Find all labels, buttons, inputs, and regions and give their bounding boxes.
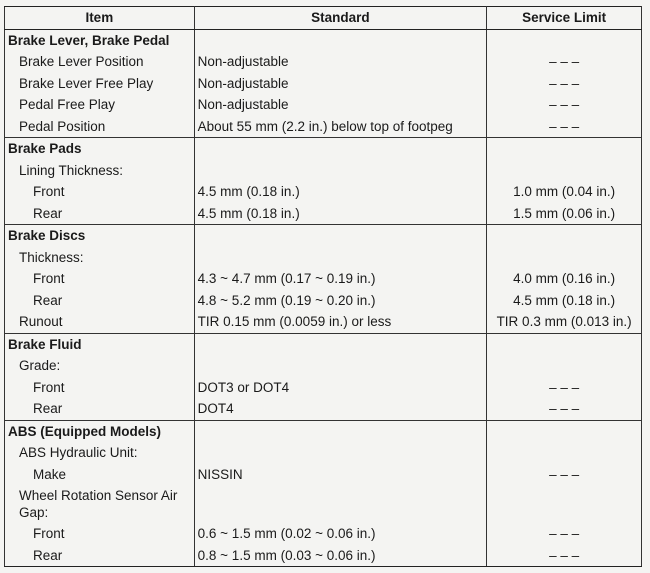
service-limit-cell: – – –: [487, 545, 642, 567]
table-row: [5, 377, 642, 399]
service-limit-cell: [487, 442, 642, 464]
section-heading: Brake Fluid: [5, 333, 195, 355]
service-limit-cell: [487, 333, 642, 355]
standard-cell: [194, 485, 487, 523]
service-limit-cell: – – –: [487, 94, 642, 116]
table-row: [5, 268, 642, 290]
item-cell: Front: [5, 181, 195, 203]
standard-cell: [194, 29, 487, 51]
column-header-item: Item: [5, 7, 195, 30]
table-row: [5, 116, 642, 138]
table-row: [5, 464, 642, 486]
standard-cell: Non-adjustable: [194, 73, 487, 95]
standard-cell: 4.3 ~ 4.7 mm (0.17 ~ 0.19 in.): [194, 268, 487, 290]
standard-cell: [194, 160, 487, 182]
item-cell: ABS Hydraulic Unit:: [5, 442, 195, 464]
item-cell: Pedal Free Play: [5, 94, 195, 116]
section-heading: ABS (Equipped Models): [5, 420, 195, 442]
service-limit-cell: 1.0 mm (0.04 in.): [487, 181, 642, 203]
standard-cell: NISSIN: [194, 464, 487, 486]
table-row: [5, 203, 642, 225]
standard-cell: TIR 0.15 mm (0.0059 in.) or less: [194, 311, 487, 333]
table-row: [5, 247, 642, 269]
service-limit-cell: [487, 225, 642, 247]
item-cell: Front: [5, 268, 195, 290]
service-limit-cell: 4.0 mm (0.16 in.): [487, 268, 642, 290]
item-cell: Pedal Position: [5, 116, 195, 138]
service-limit-cell: – – –: [487, 73, 642, 95]
standard-cell: [194, 355, 487, 377]
item-cell: Front: [5, 523, 195, 545]
table-row: [5, 94, 642, 116]
service-limit-cell: [487, 420, 642, 442]
table-row: [5, 355, 642, 377]
item-cell: Front: [5, 377, 195, 399]
standard-cell: [194, 138, 487, 160]
service-limit-cell: [487, 138, 642, 160]
column-header-service-limit: Service Limit: [487, 7, 642, 30]
item-cell: Make: [5, 464, 195, 486]
standard-cell: [194, 333, 487, 355]
standard-cell: [194, 247, 487, 269]
item-cell: Lining Thickness:: [5, 160, 195, 182]
standard-cell: 4.5 mm (0.18 in.): [194, 181, 487, 203]
table-row: [5, 51, 642, 73]
item-cell: Brake Lever Free Play: [5, 73, 195, 95]
service-limit-cell: [487, 355, 642, 377]
standard-cell: [194, 442, 487, 464]
standard-cell: 4.8 ~ 5.2 mm (0.19 ~ 0.20 in.): [194, 290, 487, 312]
section-heading: Brake Discs: [5, 225, 195, 247]
table-row: [5, 333, 642, 355]
service-limit-cell: [487, 485, 642, 523]
specifications-table: [4, 6, 642, 567]
table-row: [5, 523, 642, 545]
item-cell: Runout: [5, 311, 195, 333]
standard-cell: [194, 420, 487, 442]
standard-cell: DOT4: [194, 398, 487, 420]
table-row: [5, 225, 642, 247]
standard-cell: 4.5 mm (0.18 in.): [194, 203, 487, 225]
standard-cell: DOT3 or DOT4: [194, 377, 487, 399]
table-row: [5, 398, 642, 420]
service-limit-cell: – – –: [487, 116, 642, 138]
table-row: [5, 290, 642, 312]
table-row: [5, 138, 642, 160]
service-limit-cell: [487, 29, 642, 51]
column-header-standard: Standard: [194, 7, 487, 30]
service-limit-cell: [487, 160, 642, 182]
table-row: [5, 442, 642, 464]
table-row: [5, 160, 642, 182]
table-row: [5, 420, 642, 442]
service-limit-cell: – – –: [487, 523, 642, 545]
section-heading: Brake Lever, Brake Pedal: [5, 29, 195, 51]
service-limit-cell: – – –: [487, 464, 642, 486]
service-limit-cell: – – –: [487, 51, 642, 73]
standard-cell: 0.6 ~ 1.5 mm (0.02 ~ 0.06 in.): [194, 523, 487, 545]
table-row: [5, 181, 642, 203]
item-cell: Thickness:: [5, 247, 195, 269]
service-limit-cell: TIR 0.3 mm (0.013 in.): [487, 311, 642, 333]
standard-cell: Non-adjustable: [194, 94, 487, 116]
item-cell: Brake Lever Position: [5, 51, 195, 73]
service-limit-cell: [487, 247, 642, 269]
service-limit-cell: – – –: [487, 377, 642, 399]
service-limit-cell: 4.5 mm (0.18 in.): [487, 290, 642, 312]
table-row: [5, 311, 642, 333]
item-cell: Rear: [5, 398, 195, 420]
standard-cell: Non-adjustable: [194, 51, 487, 73]
table-row: [5, 29, 642, 51]
table-row: [5, 545, 642, 567]
item-cell: Rear: [5, 203, 195, 225]
standard-cell: [194, 225, 487, 247]
item-cell: Grade:: [5, 355, 195, 377]
table-row: [5, 73, 642, 95]
item-cell: Wheel Rotation Sensor Air Gap:: [5, 485, 195, 523]
section-heading: Brake Pads: [5, 138, 195, 160]
header-row: [5, 7, 642, 30]
item-cell: Rear: [5, 290, 195, 312]
table-row: [5, 485, 642, 523]
service-limit-cell: – – –: [487, 398, 642, 420]
standard-cell: 0.8 ~ 1.5 mm (0.03 ~ 0.06 in.): [194, 545, 487, 567]
service-limit-cell: 1.5 mm (0.06 in.): [487, 203, 642, 225]
standard-cell: About 55 mm (2.2 in.) below top of footpeg: [194, 116, 487, 138]
item-cell: Rear: [5, 545, 195, 567]
